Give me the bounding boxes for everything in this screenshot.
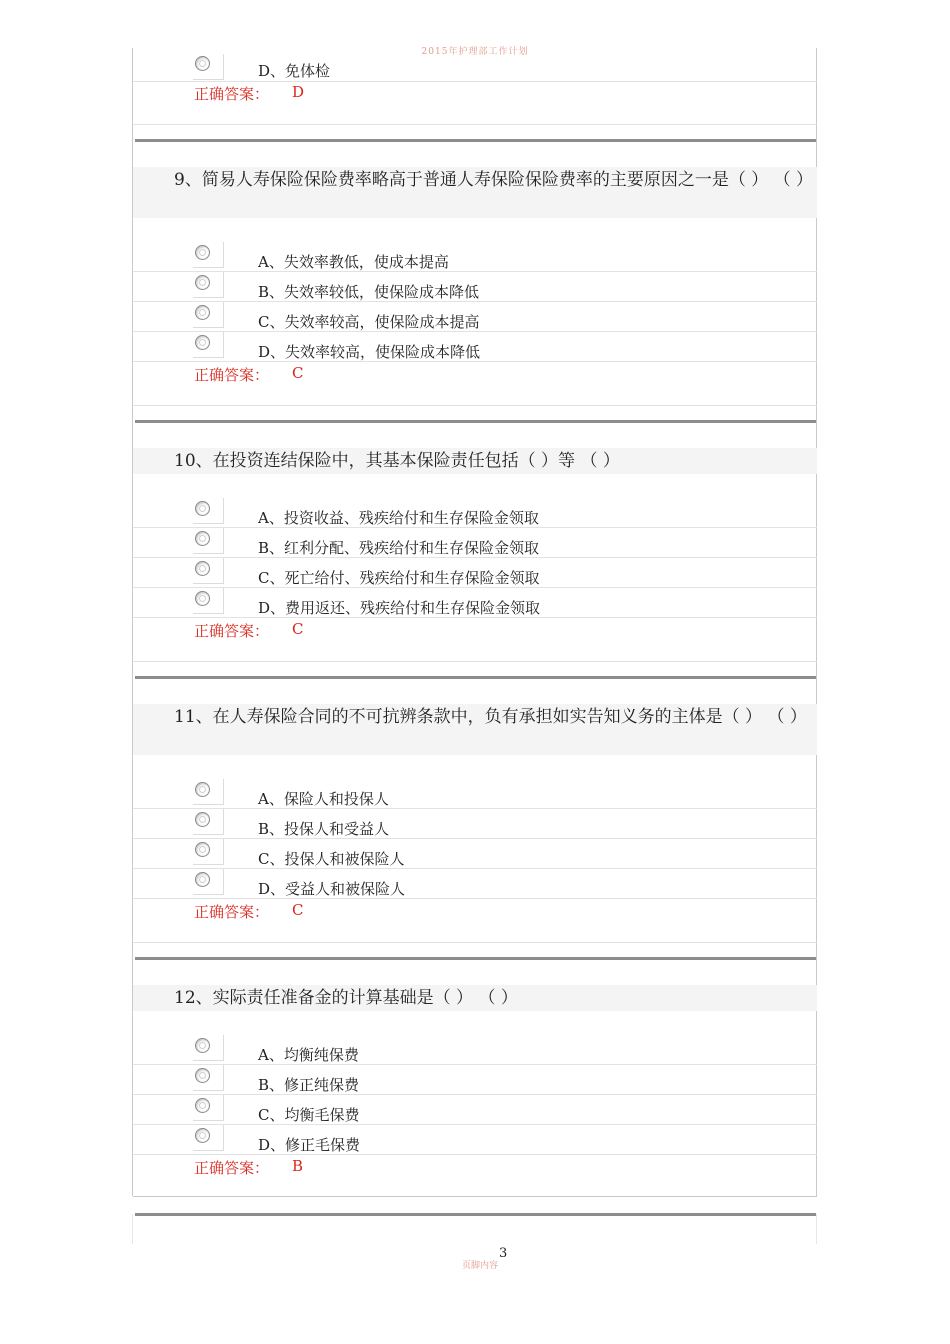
frame-right-line-bottom [816,1214,817,1244]
radio-button-q11-b[interactable] [195,812,210,827]
option-text: A、投资收益、残疾给付和生存保险金领取 [258,509,539,527]
answer-value: C [292,364,304,382]
row-divider [133,1154,817,1155]
row-divider [133,838,817,839]
radio-button-q10-b[interactable] [195,531,210,546]
row-divider [133,81,817,82]
radio-button-prev-d[interactable] [195,56,210,71]
question-text: 11、在人寿保险合同的不可抗辨条款中，负有承担如实告知义务的主体是（ ） （ ） [174,707,807,727]
question-separator [135,139,816,142]
option-text: D、费用返还、残疾给付和生存保险金领取 [258,599,541,617]
question-9 [133,167,817,218]
row-divider [133,1094,817,1095]
option-text: C、失效率较高，使保险成本提高 [258,313,480,331]
row-divider [133,1196,817,1197]
row-divider [133,301,817,302]
answer-label: 正确答案： [194,622,270,640]
radio-button-q11-a[interactable] [195,782,210,797]
row-divider [133,868,817,869]
row-divider [133,1124,817,1125]
page-header: 2015年护理部工作计划 [421,47,529,57]
question-separator [135,420,816,423]
question-11 [133,704,817,755]
radio-button-q9-a[interactable] [195,245,210,260]
radio-button-q11-c[interactable] [195,842,210,857]
radio-button-q12-b[interactable] [195,1068,210,1083]
question-text: 12、实际责任准备金的计算基础是（ ） （ ） [174,988,518,1008]
frame-left-line [132,48,133,1196]
option-text: C、投保人和被保险人 [258,850,405,868]
question-text: 9、简易人寿保险保险费率略高于普通人寿保险保险费率的主要原因之一是（ ） （ ） [174,170,814,190]
answer-label: 正确答案： [194,85,270,103]
row-divider [133,1064,817,1065]
row-divider [133,271,817,272]
radio-button-q10-c[interactable] [195,561,210,576]
question-10 [133,448,817,474]
answer-label: 正确答案： [194,1159,270,1177]
question-separator [135,1213,816,1216]
row-divider [133,331,817,332]
row-divider [133,527,817,528]
question-separator [135,676,816,679]
page-footer: 页脚内容 [462,1261,499,1271]
question-12 [133,985,817,1011]
row-divider [133,898,817,899]
option-text: B、投保人和受益人 [258,820,390,838]
option-text: D、失效率较高，使保险成本降低 [258,343,481,361]
radio-button-q9-b[interactable] [195,275,210,290]
option-text: D、免体检 [258,62,331,80]
frame-left-line-bottom [132,1214,133,1244]
row-divider [133,557,817,558]
option-text: C、均衡毛保费 [258,1106,360,1124]
page-number: 3 [499,1246,508,1261]
radio-button-q9-c[interactable] [195,305,210,320]
radio-button-q11-d[interactable] [195,872,210,887]
row-divider [133,405,817,406]
option-text: B、红利分配、残疾给付和生存保险金领取 [258,539,540,557]
answer-label: 正确答案： [194,903,270,921]
row-divider [133,361,817,362]
option-text: D、受益人和被保险人 [258,880,406,898]
row-divider [133,587,817,588]
option-text: A、均衡纯保费 [258,1046,359,1064]
answer-value: B [292,1157,304,1175]
question-separator [135,957,816,960]
option-text: B、失效率较低，使保险成本降低 [258,283,480,301]
row-divider [133,617,817,618]
answer-label: 正确答案： [194,366,270,384]
option-text: B、修正纯保费 [258,1076,360,1094]
radio-button-q9-d[interactable] [195,335,210,350]
frame-right-line [816,48,817,1196]
radio-button-q12-d[interactable] [195,1128,210,1143]
row-divider [133,124,817,125]
option-text: A、保险人和投保人 [258,790,389,808]
row-divider [133,942,817,943]
option-text: C、死亡给付、残疾给付和生存保险金领取 [258,569,540,587]
answer-value: D [292,83,305,101]
answer-value: C [292,620,304,638]
row-divider [133,661,817,662]
option-text: A、失效率教低，使成本提高 [258,253,449,271]
question-text: 10、在投资连结保险中，其基本保险责任包括（ ）等 （ ） [174,451,620,471]
radio-button-q10-a[interactable] [195,501,210,516]
radio-button-q12-c[interactable] [195,1098,210,1113]
option-text: D、修正毛保费 [258,1136,361,1154]
radio-button-q12-a[interactable] [195,1038,210,1053]
row-divider [133,808,817,809]
answer-value: C [292,901,304,919]
radio-button-q10-d[interactable] [195,591,210,606]
